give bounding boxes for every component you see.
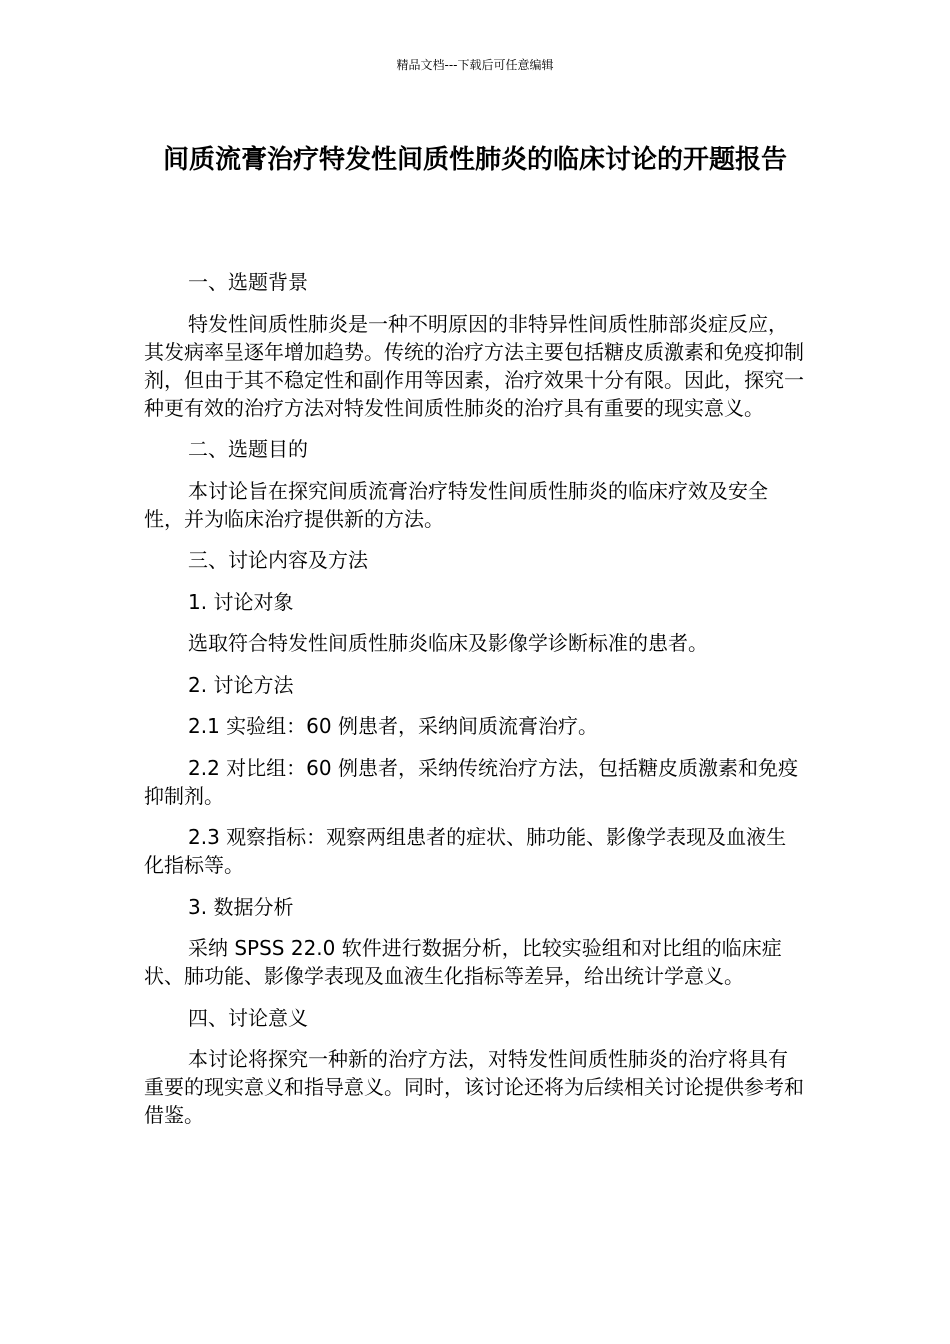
significance-paragraph: 本讨论将探究一种新的治疗方法，对特发性间质性肺炎的治疗将具有重要的现实意义和指导意义。同时，该讨论还将为后续相关讨论提供参考和借鉴。: [144, 1047, 804, 1127]
subheading-data-analysis: 3. 数据分析: [188, 894, 294, 919]
header-note: 精品文档---下载后可任意编辑: [396, 58, 554, 72]
section-heading-content-methods: 三、讨论内容及方法: [188, 548, 368, 572]
observation-indicators-item: 2.3 观察指标：观察两组患者的症状、肺功能、影像学表现及血液生化指标等。: [144, 825, 787, 877]
section-heading-background: 一、选题背景: [188, 270, 308, 294]
purpose-paragraph: 本讨论旨在探究间质流膏治疗特发性间质性肺炎的临床疗效及安全性，并为临床治疗提供新的方法。: [144, 478, 768, 531]
control-group-item: 2.2 对比组：60 例患者，采纳传统治疗方法，包括糖皮质激素和免疫抑制剂。: [144, 755, 798, 808]
section-heading-significance: 四、讨论意义: [188, 1005, 308, 1030]
data-analysis-paragraph: 采纳 SPSS 22.0 软件进行数据分析，比较实验组和对比组的临床症状、肺功能、影像学表现及血液生化指标等差异，给出统计学意义。: [144, 936, 782, 988]
subjects-paragraph: 选取符合特发性间质性肺炎临床及影像学诊断标准的患者。: [188, 631, 708, 655]
subheading-subjects: 1. 讨论对象: [188, 589, 294, 614]
background-paragraph: 特发性间质性肺炎是一种不明原因的非特异性间质性肺部炎症反应，其发病率呈逐年增加趋势。传统的治疗方法主要包括糖皮质激素和免疫抑制剂，但由于其不稳定性和副作用等因素，治疗效果十分有限。因此，探究一种更有效的治疗方法对特发性间质性肺炎的治疗具有重要的现实意义。: [144, 311, 804, 420]
document-title: 间质流膏治疗特发性间质性肺炎的临床讨论的开题报告: [162, 145, 787, 175]
section-heading-purpose: 二、选题目的: [188, 437, 308, 461]
subheading-methods: 2. 讨论方法: [188, 672, 294, 697]
document-body: [144, 268, 804, 1143]
experimental-group-item: 2.1 实验组：60 例患者，采纳间质流膏治疗。: [188, 714, 598, 738]
